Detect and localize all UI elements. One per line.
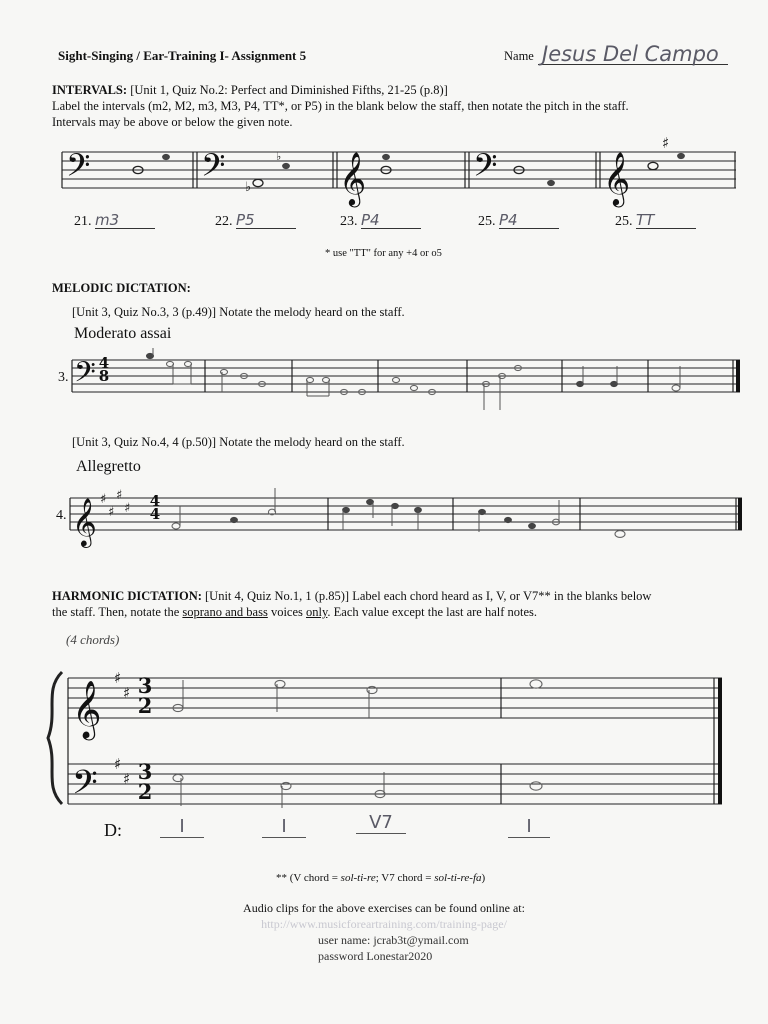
intervals-heading-rest: [Unit 1, Quiz No.2: Perfect and Diminished Fifths, 21-25 (p.8)] [130,83,448,97]
key-label: D: [104,820,122,840]
treble-clef-icon: 𝄞 [72,680,102,738]
sharp-icon: ♯ [662,134,670,152]
footnote-text: ) [481,872,486,884]
interval-number: 25. [478,214,496,229]
intervals-heading: INTERVALS: [52,83,128,97]
svg-text:♯: ♯ [123,684,131,702]
time-signature-treble [137,673,153,718]
bass-clef-icon: 𝄢 [66,147,91,191]
melodic-ex4-number: 4. [56,508,67,523]
harmonic-text: voices [267,605,306,619]
intervals-footnote: * use "TT" for any +4 or o5 [325,248,442,259]
brace-icon [48,672,62,804]
footnote-v-syllables: sol-ti-re [340,872,376,884]
assignment-title: Sight-Singing / Ear-Training I- Assignment 5 [58,48,307,63]
interval-answer-field[interactable]: P5 [236,212,296,229]
melodic-ex3-number: 3. [58,370,69,385]
harmonic-text: . Each value except the last are half notes. [327,605,538,619]
username: user name: jcrab3t@ymail.com [318,933,469,947]
melodic-heading: MELODIC DICTATION: [52,281,191,295]
time-sig-bottom: 2 [137,693,153,718]
interval-answer-field[interactable]: TT [636,212,696,229]
interval-answer-field[interactable]: P4 [361,212,421,229]
bass-clef-icon: 𝄢 [473,147,498,191]
time-sig-top: 3 [137,673,153,698]
harmonic-underlined-only: only [306,605,328,619]
audio-link[interactable]: http://www.musicforeartraining.com/training-page/ [261,917,507,931]
time-sig-top: 4 [149,492,161,510]
flat-icon: ♭ [276,150,282,163]
harmonic-footnote [276,870,485,886]
bass-clef-icon: 𝄢 [72,764,98,810]
treble-clef-icon: 𝄞 [603,151,631,205]
harmonic-heading-rest: [Unit 4, Quiz No.1, 1 (p.85)] Label each chord heard as I, V, or V7** in the blanks below [205,589,652,603]
interval-answer-field[interactable]: P4 [499,212,559,229]
intervals-instructions-1: Label the intervals (m2, M2, m3, M3, P4, TT*, or P5) in the blank below the staff, then notate the pitch in the staff. [52,99,629,113]
melodic-ex4-tempo: Allegretto [76,458,141,475]
chord-answer-field[interactable]: V7 [356,812,406,834]
svg-text:♯: ♯ [114,669,122,687]
interval-number: 25. [615,214,633,229]
svg-text:♯: ♯ [100,492,107,507]
audio-link-row [0,916,768,932]
footnote-v7-syllables: sol-ti-re-fa [434,872,482,884]
treble-clef-icon: 𝄞 [339,151,367,205]
svg-text:♯: ♯ [108,505,115,520]
soprano-voice [173,680,542,718]
melodic-ex3-instruction: [Unit 3, Quiz No.3, 3 (p.49)] Notate the melody heard on the staff. [72,305,405,319]
footnote-text: ** (V chord = [276,872,341,884]
bass-voice [173,772,542,808]
chord-answer-field[interactable]: I [508,816,550,838]
melodic-ex3-tempo: Moderato assai [74,325,172,342]
audio-note: Audio clips for the above exercises can be found online at: [243,901,525,915]
chords-count-note: (4 chords) [66,632,120,647]
time-sig-bottom: 2 [137,779,153,804]
key-signature-d-major [114,669,130,788]
flat-icon: ♭ [245,180,252,195]
svg-text:♯: ♯ [124,501,131,516]
interval-number: 21. [74,214,92,229]
harmonic-heading: HARMONIC DICTATION: [52,589,202,603]
chord-answer-field[interactable]: I [262,816,306,838]
bass-clef-icon: 𝄢 [74,356,96,396]
password: password Lonestar2020 [318,949,433,963]
chord-answer-field[interactable]: I [160,816,204,838]
interval-answer-field[interactable]: m3 [95,212,155,229]
student-name[interactable]: Jesus Del Campo [542,42,719,66]
melodic-ex4-instruction: [Unit 3, Quiz No.4, 4 (p.50)] Notate the melody heard on the staff. [72,435,405,449]
treble-clef-icon: 𝄞 [72,497,97,546]
time-sig-top: 3 [137,759,153,784]
interval-number: 22. [215,214,233,229]
harmonic-underlined-voices: soprano and bass [182,605,268,619]
harmonic-text: the staff. Then, notate the [52,605,183,619]
name-label: Name [504,49,534,63]
time-sig-top: 4 [98,354,110,372]
bass-clef-icon: 𝄢 [201,147,226,191]
intervals-instructions-2: Intervals may be above or below the given note. [52,115,293,129]
footnote-text: ; V7 chord = [375,872,435,884]
time-sig-bottom: 4 [149,505,161,523]
svg-text:♯: ♯ [123,770,131,788]
time-signature-bass [137,759,153,804]
svg-text:♯: ♯ [114,755,122,773]
svg-text:♯: ♯ [116,488,123,503]
interval-number: 23. [340,214,358,229]
time-sig-bottom: 8 [98,367,110,385]
